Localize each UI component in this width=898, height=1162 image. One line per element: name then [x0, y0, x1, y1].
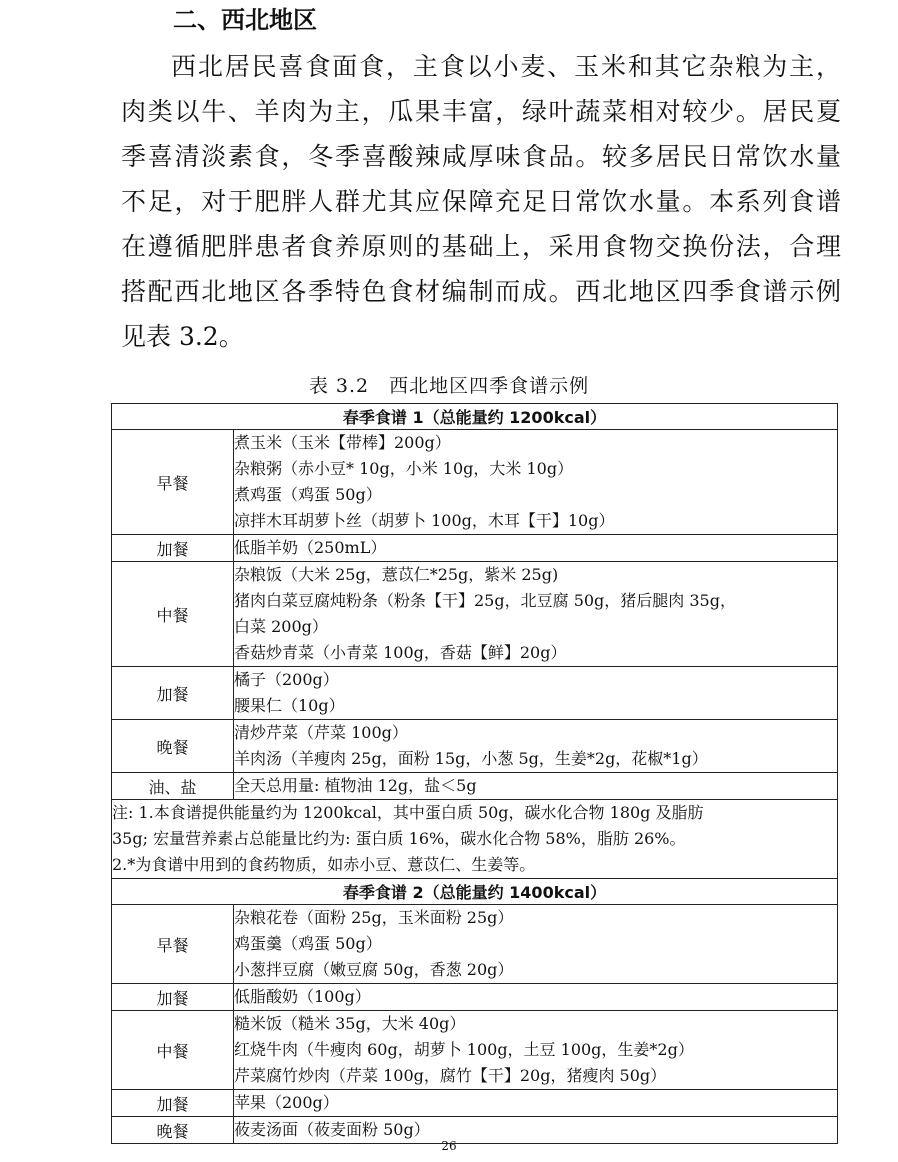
meal-item: 小葱拌豆腐（嫩豆腐 50g，香葱 20g） [234, 960, 514, 979]
page-number: 26 [441, 1139, 457, 1153]
meal-item: 糙米饭（糙米 35g，大米 40g） [234, 1014, 466, 1033]
paragraph-line: 搭配西北地区各季特色食材编制而成。西北地区四季食谱示例 [121, 277, 841, 306]
paragraph-line: 季喜清淡素食，冬季喜酸辣咸厚味食品。较多居民日常饮水量 [121, 142, 841, 171]
meal-items [234, 905, 838, 984]
meal-item: 白菜 200g） [234, 617, 328, 636]
meal-item: 杂粮粥（赤小豆* 10g，小米 10g，大米 10g） [234, 459, 574, 478]
meal-name: 加餐 [112, 1090, 234, 1117]
meal-items [234, 535, 838, 562]
note-line: 35g; 宏量营养素占总能量比约为: 蛋白质 16%，碳水化合物 58%，脂肪 26%。 [112, 829, 686, 848]
meal-name: 中餐 [112, 1011, 234, 1090]
meal-items [234, 1090, 838, 1117]
meal-item: 鸡蛋羹（鸡蛋 50g） [234, 934, 382, 953]
intro-paragraph [121, 44, 841, 359]
meal-item: 莜麦汤面（莜麦面粉 50g） [234, 1120, 430, 1139]
table-row [112, 879, 838, 905]
note-line: 注: 1.本食谱提供能量约为 1200kcal，其中蛋白质 50g，碳水化合物 180g 及脂肪 [112, 803, 704, 822]
menu-title: 春季食谱 2（总能量约 1400kcal） [112, 879, 838, 905]
meal-name: 油、盐 [112, 773, 234, 800]
meal-items [234, 562, 838, 667]
menu-title: 春季食谱 1（总能量约 1200kcal） [112, 404, 838, 430]
meal-name: 加餐 [112, 667, 234, 720]
paragraph-line: 西北居民喜食面食，主食以小麦、玉米和其它杂粮为主， [171, 52, 841, 81]
meal-name: 加餐 [112, 535, 234, 562]
meal-item: 腰果仁（10g） [234, 696, 345, 715]
meal-item: 煮鸡蛋（鸡蛋 50g） [234, 485, 382, 504]
table-row [112, 535, 838, 562]
meal-items [234, 984, 838, 1011]
table-row [112, 1011, 838, 1090]
meal-name: 中餐 [112, 562, 234, 667]
paragraph-line: 肉类以牛、羊肉为主，瓜果丰富，绿叶蔬菜相对较少。居民夏 [121, 97, 841, 126]
meal-name: 早餐 [112, 905, 234, 984]
recipe-table [111, 403, 838, 1144]
meal-items [234, 773, 838, 800]
meal-items [234, 1011, 838, 1090]
meal-item: 香菇炒青菜（小青菜 100g，香菇【鲜】20g） [234, 643, 567, 662]
paragraph-line: 在遵循肥胖患者食养原则的基础上，采用食物交换份法，合理 [121, 232, 841, 261]
meal-item: 清炒芹菜（芹菜 100g） [234, 723, 408, 742]
table-row [112, 562, 838, 667]
note-line: 2.*为食谱中用到的食药物质，如赤小豆、薏苡仁、生姜等。 [112, 855, 536, 874]
table-row [112, 720, 838, 773]
meal-item: 苹果（200g） [234, 1093, 339, 1112]
menu-notes [112, 800, 838, 879]
meal-item: 羊肉汤（羊瘦肉 25g，面粉 15g，小葱 5g，生姜*2g，花椒*1g） [234, 749, 708, 768]
table-caption: 表 3.2 西北地区四季食谱示例 [308, 375, 590, 397]
meal-item: 红烧牛肉（牛瘦肉 60g，胡萝卜 100g，土豆 100g，生姜*2g） [234, 1040, 694, 1059]
paragraph-line: 不足，对于肥胖人群尤其应保障充足日常饮水量。本系列食谱 [121, 187, 841, 216]
meal-item: 低脂酸奶（100g） [234, 987, 371, 1006]
table-row [112, 1090, 838, 1117]
table-row [112, 430, 838, 535]
meal-name: 晚餐 [112, 1117, 234, 1144]
meal-items [234, 720, 838, 773]
table-row [112, 800, 838, 879]
meal-items [234, 667, 838, 720]
meal-item: 杂粮饭（大米 25g，薏苡仁*25g，紫米 25g) [234, 565, 559, 584]
table-row [112, 667, 838, 720]
meal-item: 全天总用量: 植物油 12g，盐＜5g [234, 776, 477, 795]
meal-item: 杂粮花卷（面粉 25g，玉米面粉 25g） [234, 908, 514, 927]
meal-item: 猪肉白菜豆腐炖粉条（粉条【干】25g，北豆腐 50g，猪后腿肉 35g， [234, 591, 736, 610]
meal-item: 芹菜腐竹炒肉（芹菜 100g，腐竹【干】20g，猪瘦肉 50g） [234, 1066, 667, 1085]
table-row [112, 905, 838, 984]
table-row [112, 773, 838, 800]
meal-item: 低脂羊奶（250mL） [234, 538, 387, 557]
meal-items [234, 430, 838, 535]
meal-item: 煮玉米（玉米【带棒】200g） [234, 433, 451, 452]
meal-item: 凉拌木耳胡萝卜丝（胡萝卜 100g，木耳【干】10g） [234, 511, 615, 530]
meal-name: 加餐 [112, 984, 234, 1011]
table-row [112, 404, 838, 430]
table-row [112, 984, 838, 1011]
meal-name: 早餐 [112, 430, 234, 535]
meal-name: 晚餐 [112, 720, 234, 773]
paragraph-line: 见表 3.2。 [121, 322, 244, 351]
meal-item: 橘子（200g） [234, 670, 339, 689]
section-heading: 二、西北地区 [173, 6, 317, 34]
